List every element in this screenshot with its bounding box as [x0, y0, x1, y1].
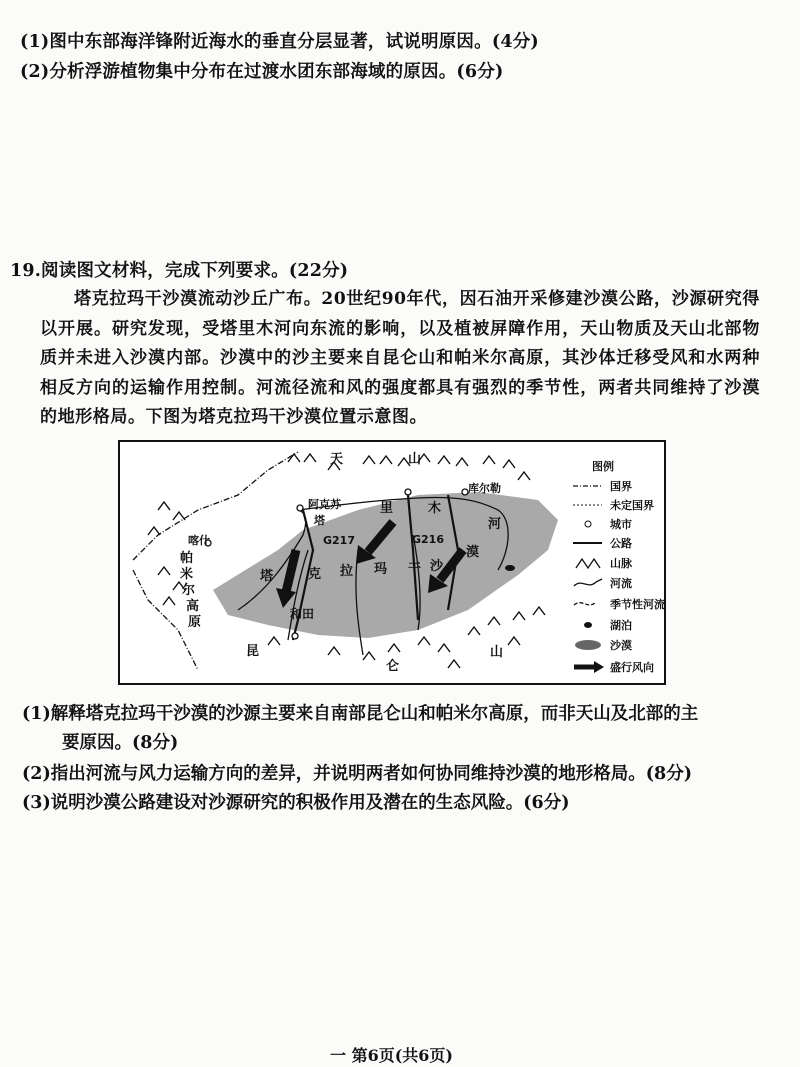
question-19-3: [22, 789, 782, 818]
label-aksu-2: 塔: [314, 514, 325, 527]
label-mi: 米: [180, 567, 194, 582]
legend-desert: 沙漠: [610, 639, 632, 652]
label-pa: 帕: [180, 551, 194, 566]
question-19-passage: [40, 285, 760, 433]
label-ta: 塔: [260, 569, 274, 584]
question-19-1-line-2: 要原因。(8分): [62, 733, 179, 753]
question-2-prompt: (2)分析浮游植物集中分布在过渡水团东部海域的原因。(6分): [20, 62, 504, 82]
question-19-2-line-1: (2)指出河流与风力运输方向的差异，并说明两者如何协同维持沙漠的地形格局。(8分): [22, 764, 692, 784]
label-korla: 库尔勒: [468, 482, 501, 495]
page-footer: 一 第6页(共6页): [330, 1046, 453, 1065]
label-gao: 高: [186, 599, 200, 614]
label-sha: 沙: [430, 559, 444, 574]
label-shan-north: 山: [408, 452, 422, 467]
label-he: 河: [488, 517, 502, 532]
legend-border: 国界: [610, 480, 632, 493]
label-mu: 木: [428, 501, 442, 516]
question-19-3-line-1: (3)说明沙漠公路建设对沙源研究的积极作用及潜在的生态风险。(6分): [22, 793, 570, 813]
question-19-heading: 19.阅读图文材料，完成下列要求。(22分): [10, 261, 349, 281]
question-19-2: [22, 760, 782, 789]
label-la: 拉: [340, 564, 354, 579]
legend-undetermined-border: 未定国界: [610, 499, 654, 512]
legend-river: 河流: [610, 577, 632, 590]
label-tian: 天: [330, 452, 344, 467]
legend-wind: 盛行风向: [610, 661, 654, 674]
label-g217: G217: [323, 534, 355, 547]
label-ke: 克: [308, 567, 322, 582]
label-li: 里: [380, 501, 394, 516]
label-aksu-1: 阿克苏: [308, 498, 341, 511]
lake: [505, 565, 515, 571]
label-shan-south: 山: [490, 645, 504, 660]
taklamakan-map: [118, 440, 666, 685]
label-lun: 仑: [386, 659, 400, 674]
label-g216: G216: [412, 533, 444, 546]
label-er: 尔: [182, 583, 196, 598]
legend-lake: 湖泊: [610, 619, 632, 632]
label-mo: 漠: [466, 545, 480, 560]
legend-road: 公路: [610, 537, 632, 550]
label-ma: 玛: [374, 562, 388, 577]
label-yuan: 原: [188, 615, 202, 630]
passage-text: 塔克拉玛干沙漠流动沙丘广布。20世纪90年代，因石油开采修建沙漠公路，沙源研究得以开展。研究发现，受塔里木河向东流的影响，以及植被屏障作用，天山物质及天山北部物质并未进入沙漠内部。沙漠中的沙主要来自昆仑山和帕米尔高原，其沙体迁移受风和水两种相反方向的运输作用控制。河流径流和风的强度都具有强烈的季节性，两者共同维持了沙漠的地形格局。下图为塔克拉玛干沙漠位置示意图。: [40, 289, 760, 427]
label-hotan: 和田: [290, 607, 315, 621]
label-kashgar: 喀什: [188, 534, 210, 547]
legend-title: 图例: [592, 460, 614, 473]
label-gan: 干: [408, 562, 422, 577]
question-19-1-line-1: (1)解释塔克拉玛干沙漠的沙源主要来自南部昆仑山和帕米尔高原，而非天山及北部的主: [22, 704, 699, 724]
legend-city: 城市: [610, 518, 632, 531]
label-kun: 昆: [246, 644, 260, 659]
legend-seasonal-river: 季节性河流: [610, 598, 665, 611]
legend-mountain: 山脉: [610, 557, 632, 570]
question-19-1: [22, 700, 782, 758]
question-1-prompt: (1)图中东部海洋锋附近海水的垂直分层显著，试说明原因。(4分): [20, 32, 539, 52]
